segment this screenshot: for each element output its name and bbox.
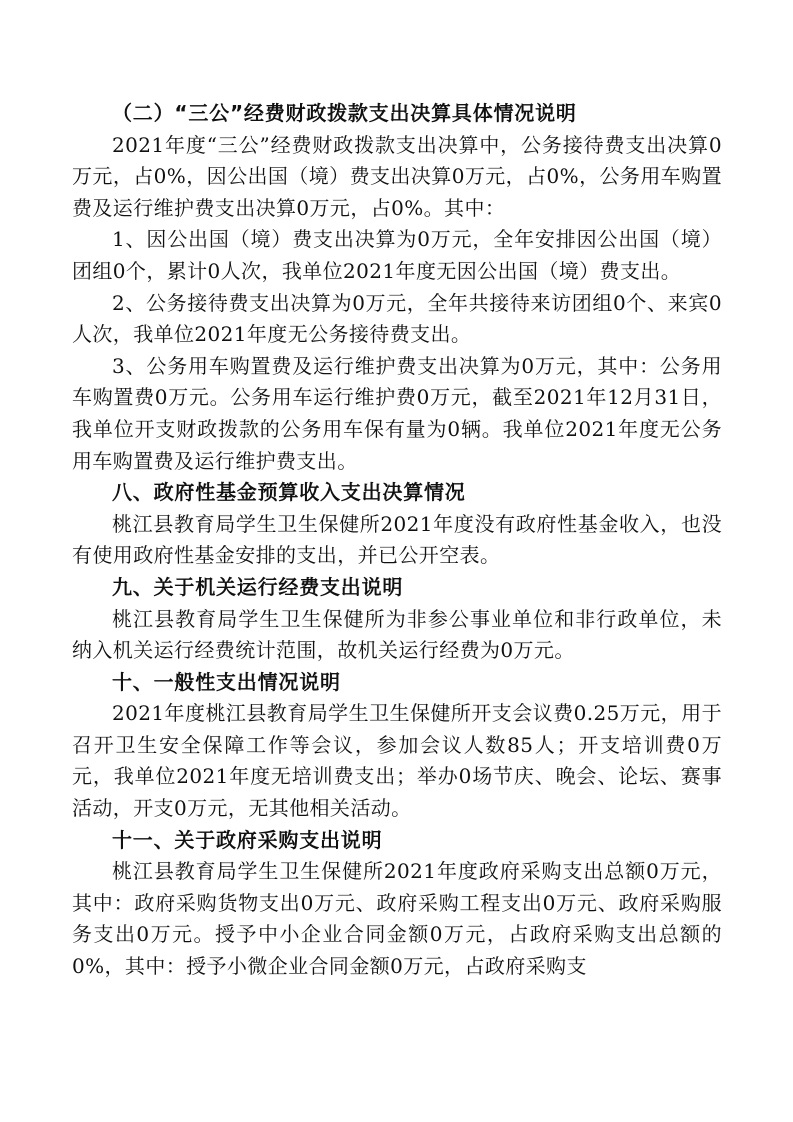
section-heading-general-expenditure: 十、一般性支出情况说明 [112,669,341,694]
paragraph-sangong-summary: 2021年度“三公”经费财政拨款支出决算中，公务接待费支出决算0万元，占0%，因公出国（境）费支出决算0万元，占0%，公务用车购置费及运行维护费支出决算0万元，占0%。其中： [72,132,722,220]
section-heading-procurement: 十一、关于政府采购支出说明 [112,827,383,852]
paragraph-government-fund: 桃江县教育局学生卫生保健所2021年度没有政府性基金收入，也没有使用政府性基金安排的支出，并已公开空表。 [72,511,722,568]
section-heading-government-fund: 八、政府性基金预算收入支出决算情况 [112,480,466,505]
paragraph-reception: 2、公务接待费支出决算为0万元，全年共接待来访团组0个、来宾0人次，我单位2021年度无公务接待费支出。 [72,290,722,347]
paragraph-overseas-travel: 1、因公出国（境）费支出决算为0万元，全年安排因公出国（境）团组0个，累计0人次，我单位2021年度无因公出国（境）费支出。 [72,227,722,283]
paragraph-official-vehicles: 3、公务用车购置费及运行维护费支出决算为0万元，其中：公务用车购置费0万元。公务用车运行维护费0万元，截至2021年12月31日，我单位开支财政拨款的公务用车保有量为0辆。我单位2021年度无公务用车购置费及运行维护费支出。 [72,353,722,473]
section-heading-operating-expenses: 九、关于机关运行经费支出说明 [112,574,404,599]
paragraph-operating-expenses: 桃江县教育局学生卫生保健所为非参公事业单位和非行政单位，未纳入机关运行经费统计范围，故机关运行经费为0万元。 [72,606,722,663]
document-page [72,98,722,983]
paragraph-general-expenditure: 2021年度桃江县教育局学生卫生保健所开支会议费0.25万元，用于召开卫生安全保障工作等会议，参加会议人数85人；开支培训费0万元，我单位2021年度无培训费支出；举办0场节庆、晚会、论坛、赛事活动，开支0万元，无其他相关活动。 [72,701,722,821]
paragraph-procurement: 桃江县教育局学生卫生保健所2021年度政府采购支出总额0万元，其中：政府采购货物支出0万元、政府采购工程支出0万元、政府采购服务支出0万元。授予中小企业合同金额0万元，占政府采购支出总额的0%，其中：授予小微企业合同金额0万元，占政府采购支 [72,859,722,979]
section-heading-sangong: （二）“三公”经费财政拨款支出决算具体情况说明 [112,101,577,125]
